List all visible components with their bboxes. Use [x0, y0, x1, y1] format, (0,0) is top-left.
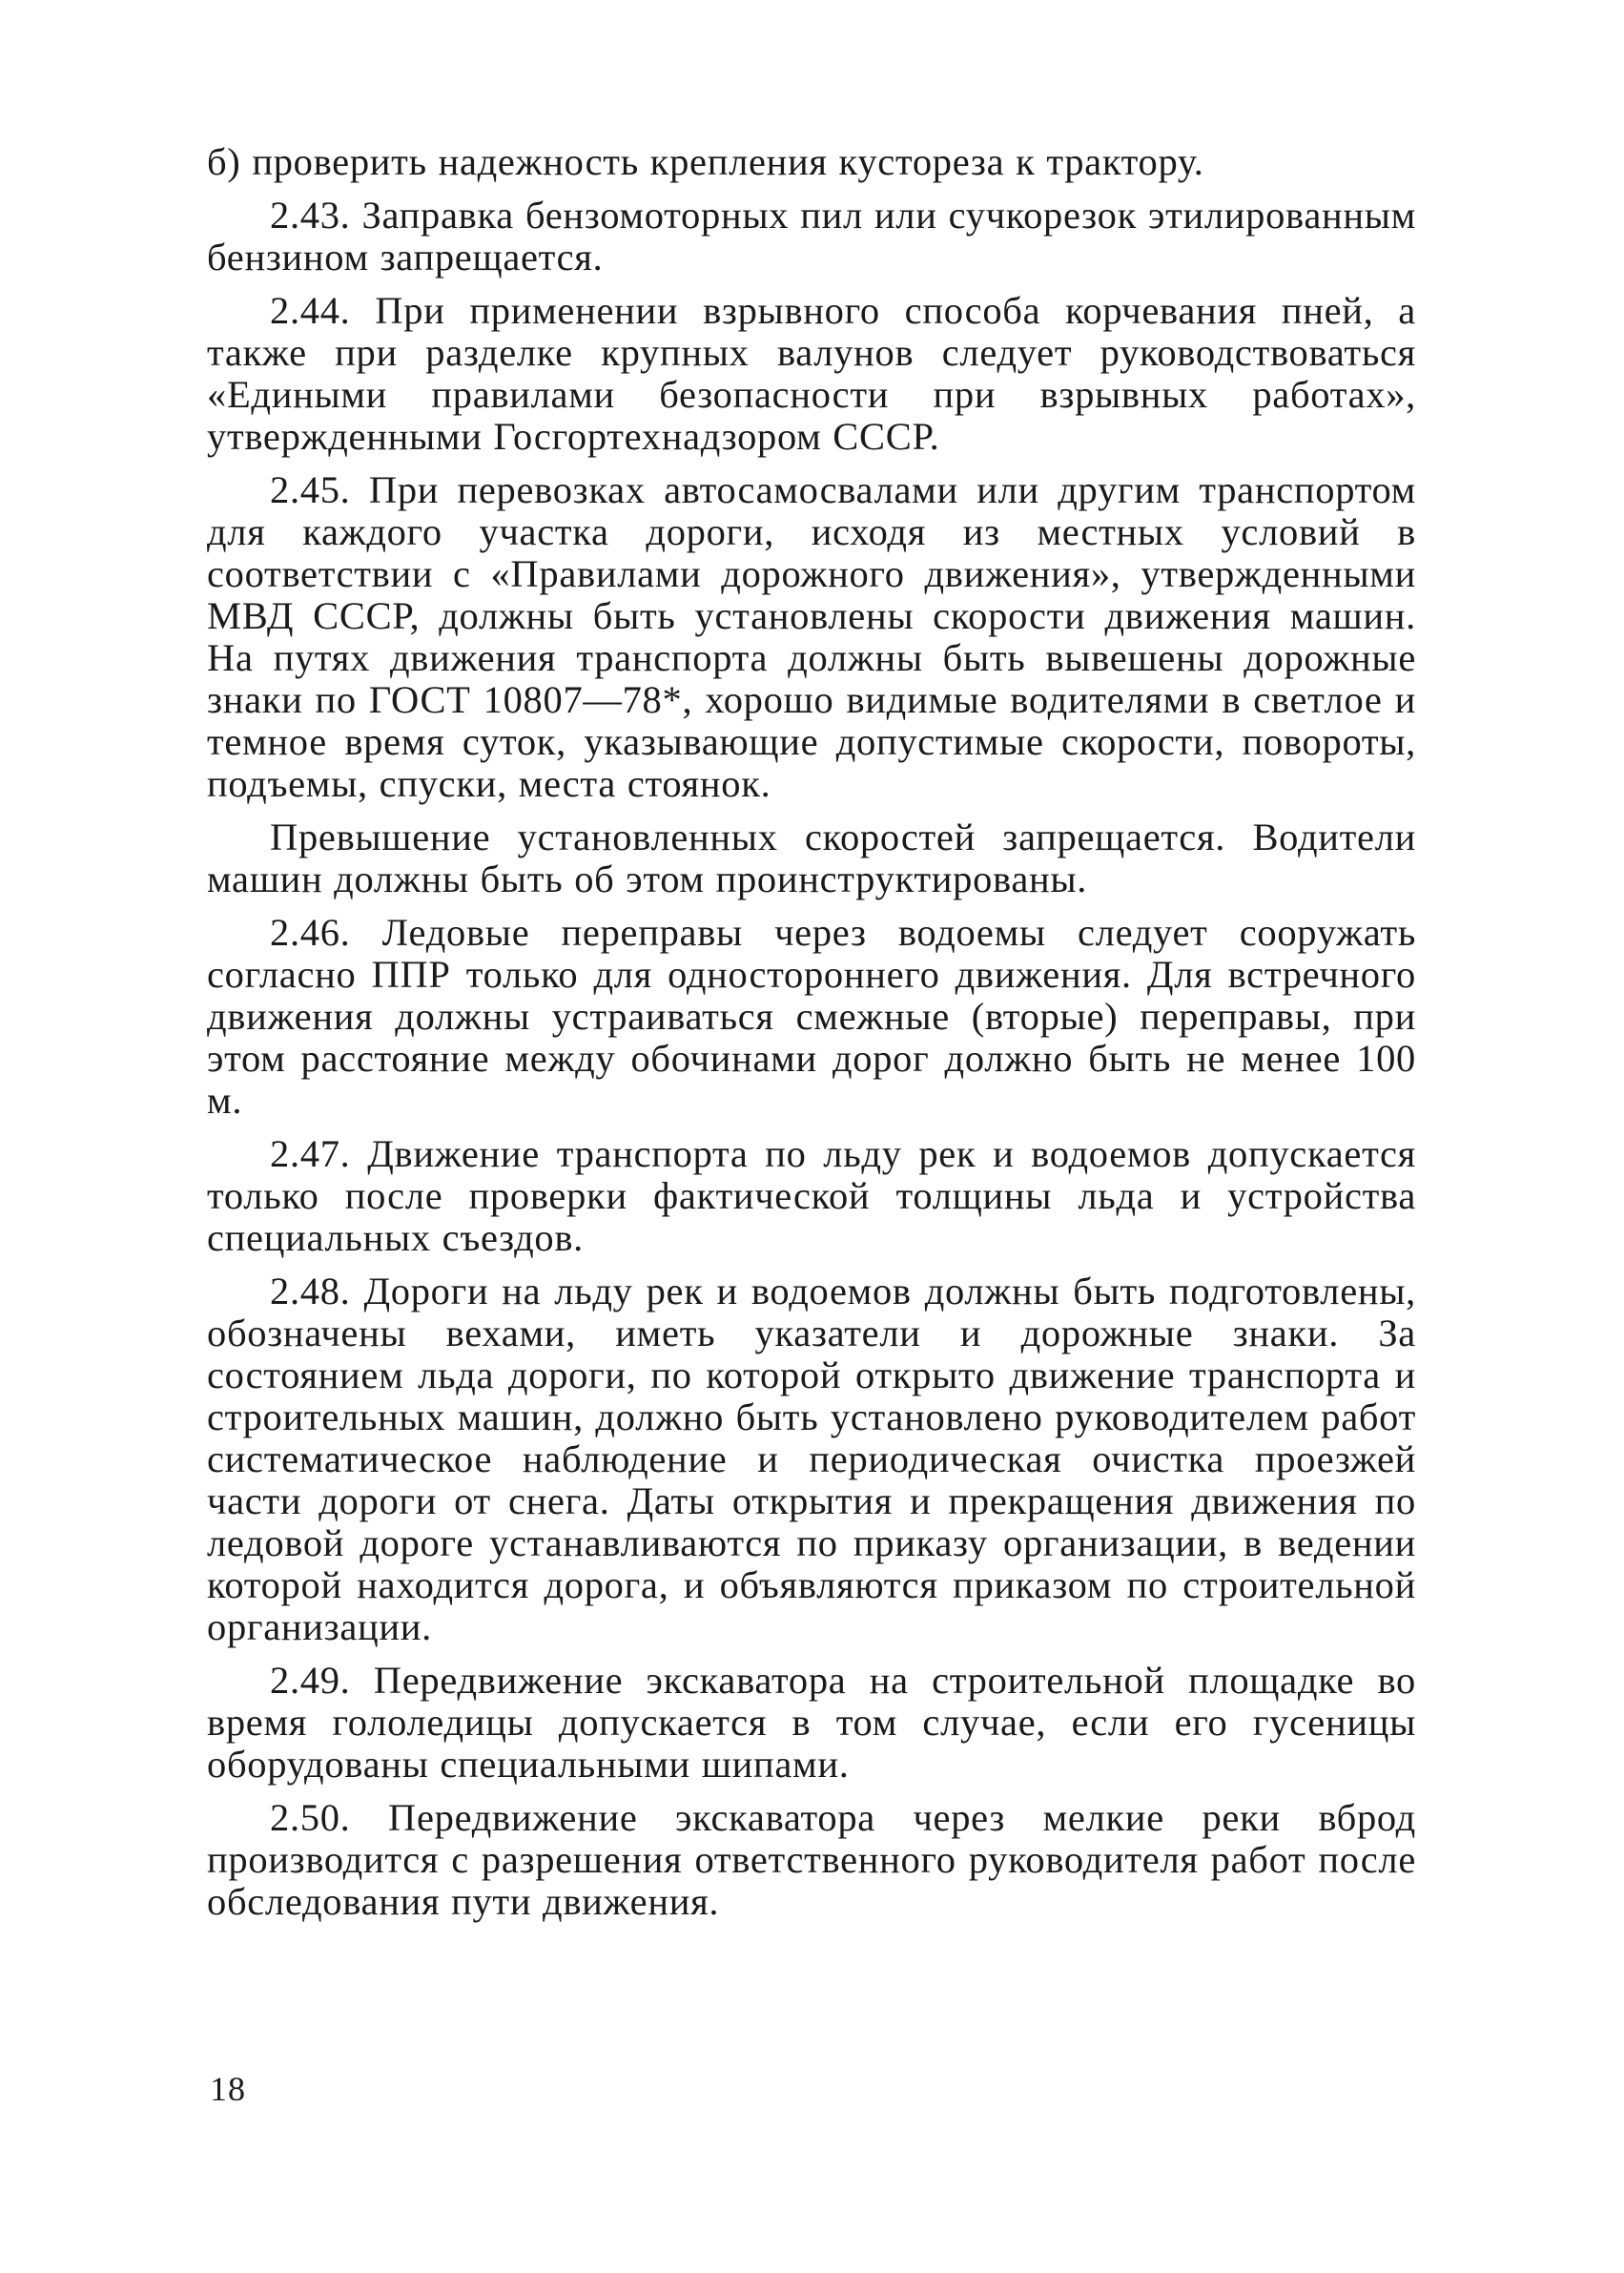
paragraph-2-50: 2.50. Передвижение экскаватора через мелкие реки вброд производится с разрешения ответственного руководителя работ после обследования пути движения. [207, 1796, 1416, 1923]
paragraph-2-44: 2.44. При применении взрывного способа корчевания пней, а также при разделке крупных валунов следует руководствоваться «Едиными правилами безопасности при взрывных работах», утвержденными Госгортехнадзором СССР. [207, 289, 1416, 458]
paragraph-2-49: 2.49. Передвижение экскаватора на строительной площадке во время гололедицы допускается в том случае, если его гусеницы оборудованы специальными шипами. [207, 1659, 1416, 1786]
paragraph-2-47: 2.47. Движение транспорта по льду рек и водоемов допускается только после проверки фактической толщины льда и устройства специальных съездов. [207, 1132, 1416, 1259]
body-text [207, 141, 1416, 1934]
paragraph-2-43: 2.43. Заправка бензомоторных пил или сучкорезок этилированным бензином запрещается. [207, 194, 1416, 279]
paragraph-2-45-continued: Превышение установленных скоростей запрещается. Водители машин должны быть об этом проинструктированы. [207, 816, 1416, 900]
page-number: 18 [210, 2070, 246, 2108]
paragraph-2-48: 2.48. Дороги на льду рек и водоемов должны быть подготовлены, обозначены вехами, иметь указатели и дорожные знаки. За состоянием льда дороги, по которой открыто движение транспорта и строительных машин, должно быть установлено руководителем работ систематическое наблюдение и периодическая очистка проезжей части дороги от снега. Даты открытия и прекращения движения по ледовой дороге устанавливаются по приказу организации, в ведении которой находится дорога, и объявляются приказом по строительной организации. [207, 1270, 1416, 1648]
paragraph-2-42-b: б) проверить надежность крепления кустореза к трактору. [207, 140, 1204, 183]
paragraph-2-46: 2.46. Ледовые переправы через водоемы следует сооружать согласно ППР только для одностороннего движения. Для встречного движения должны устраиваться смежные (вторые) переправы, при этом расстояние между обочинами дорог должно быть не менее 100 м. [207, 911, 1416, 1122]
paragraph-2-45: 2.45. При перевозках автосамосвалами или другим транспортом для каждого участка дороги, исходя из местных условий в соответствии с «Правилами дорожного движения», утвержденными МВД СССР, должны быть установлены скорости движения машин. На путях движения транспорта должны быть вывешены дорожные знаки по ГОСТ 10807—78*, хорошо видимые водителями в светлое и темное время суток, указывающие допустимые скорости, повороты, подъемы, спуски, места стоянок. [207, 468, 1416, 805]
